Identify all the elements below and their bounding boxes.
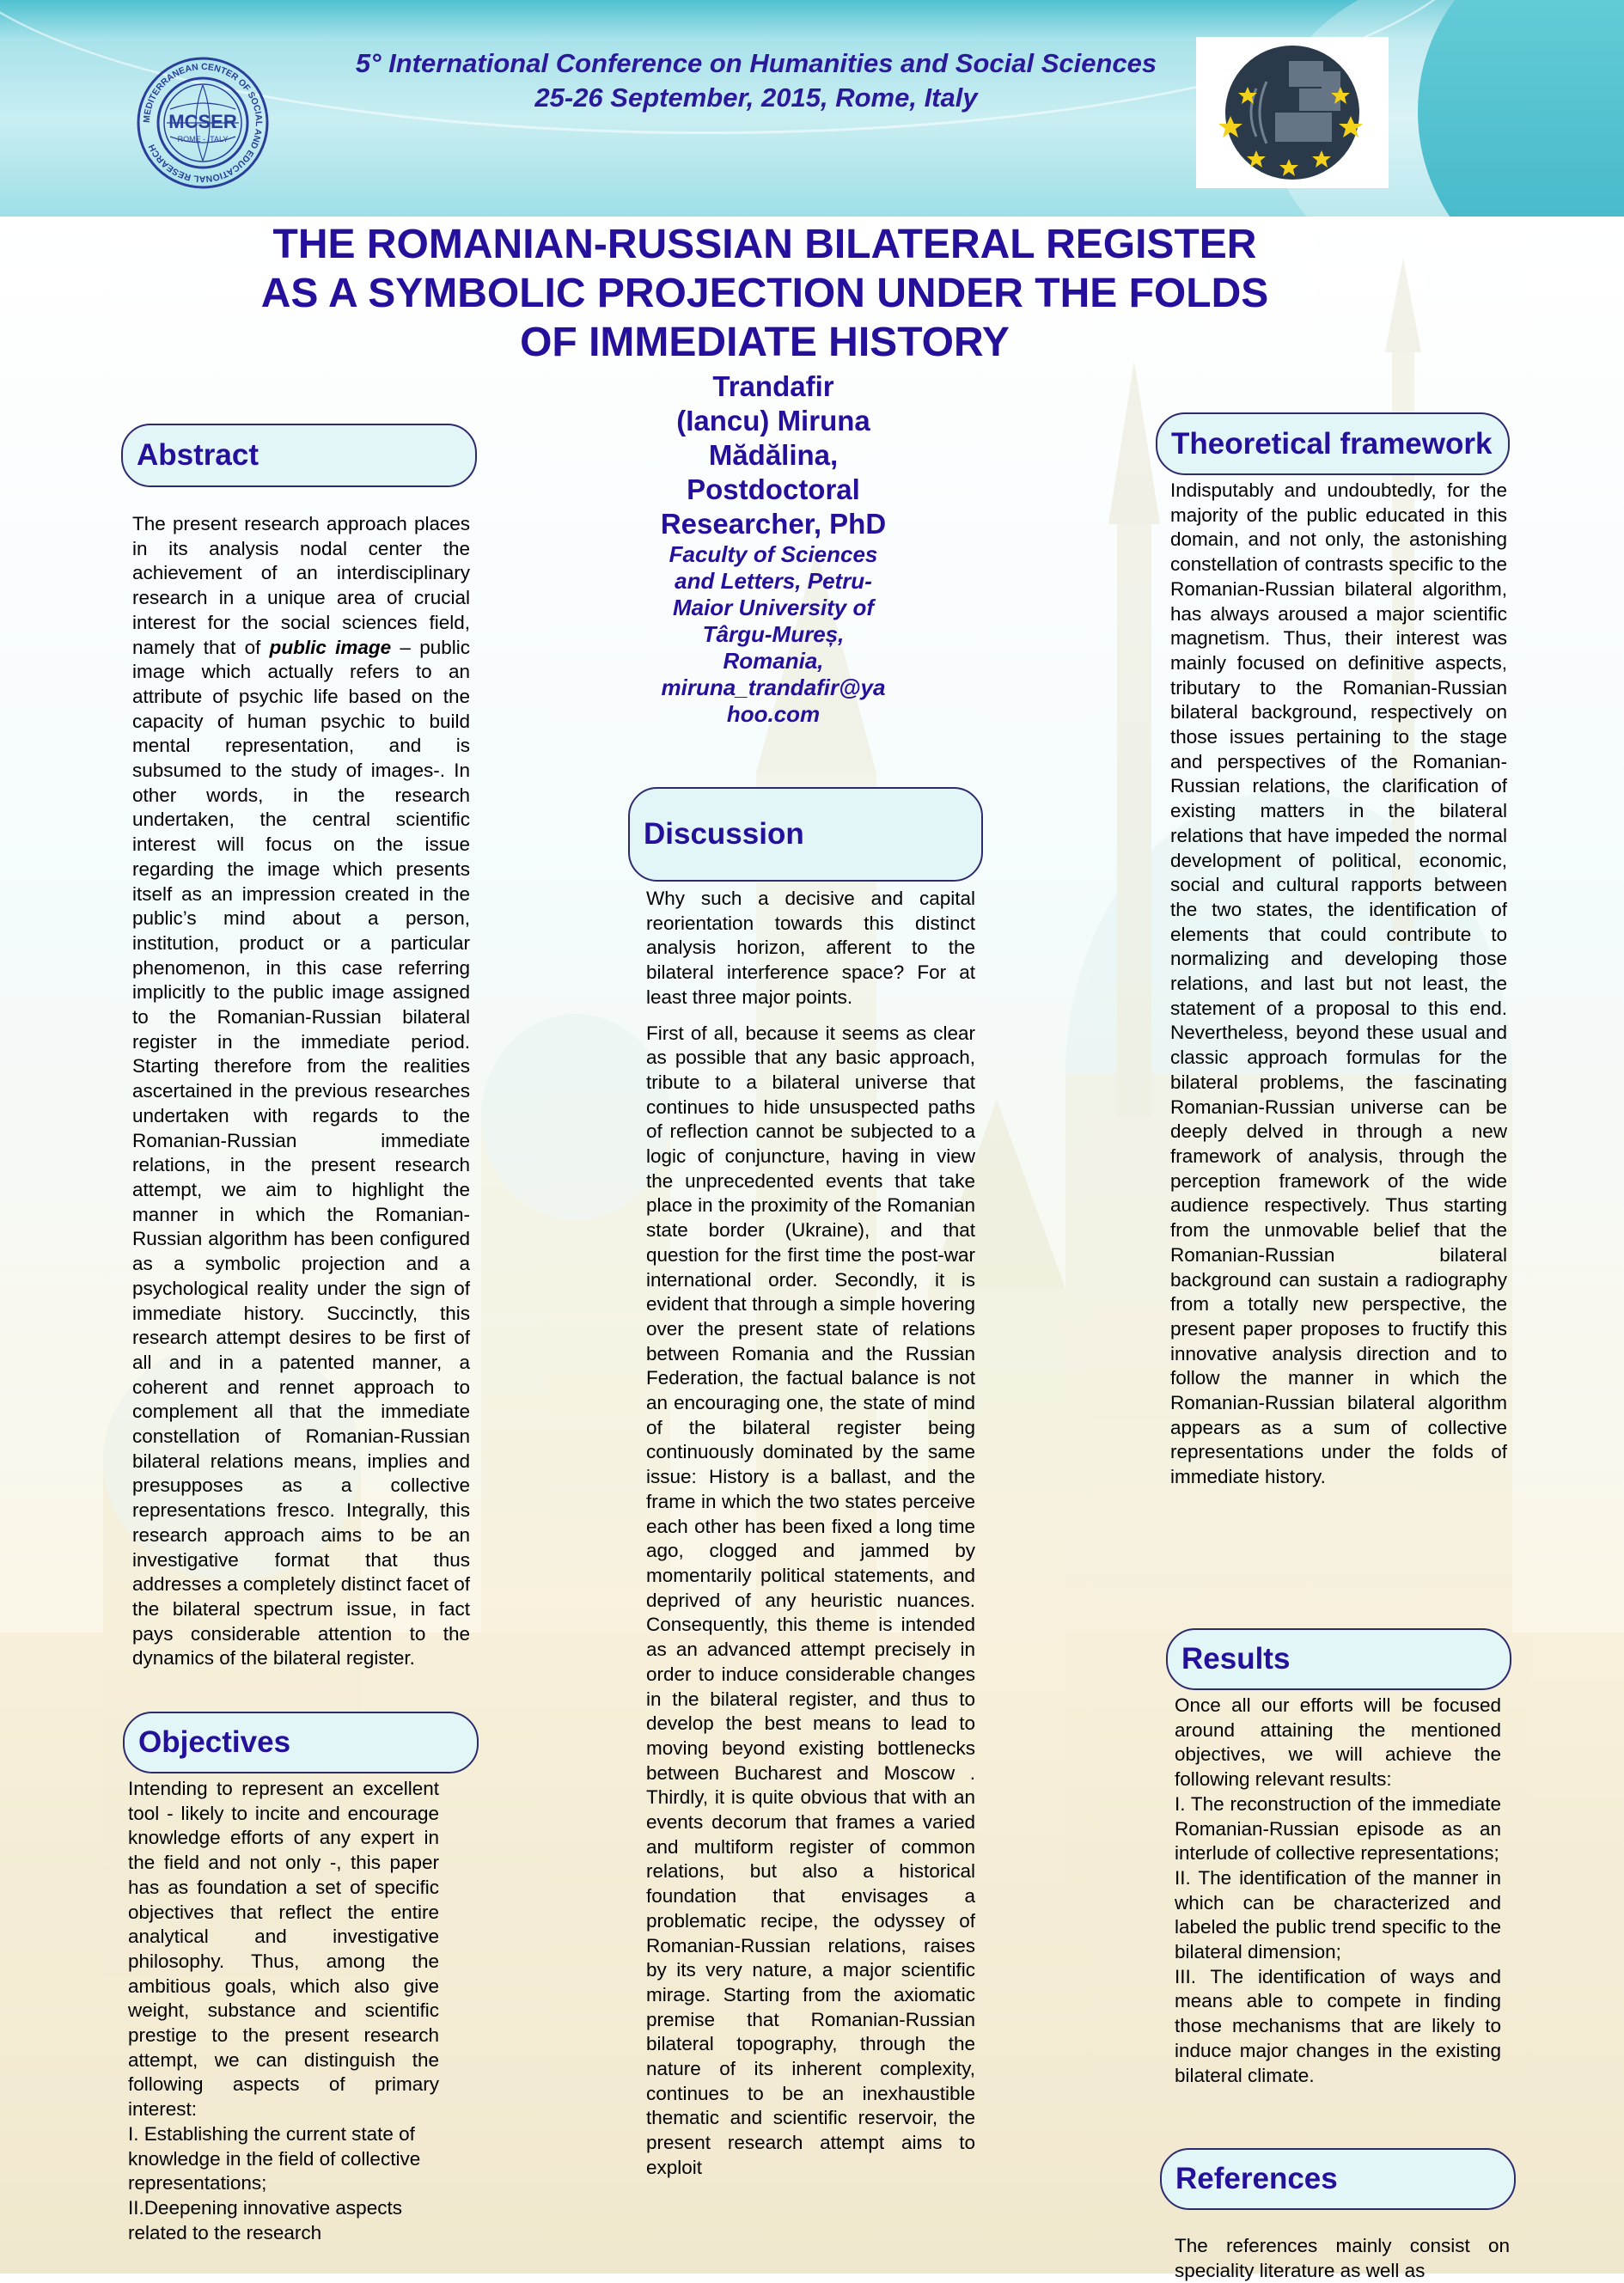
author-email: hoo.com — [726, 701, 821, 727]
logo-ring-text: MEDITERRANEAN CENTER OF SOCIAL AND EDUCATIONAL RESEARCH — [141, 61, 265, 185]
title-line: THE ROMANIAN-RUSSIAN BILATERAL REGISTER — [272, 222, 1257, 267]
title-line: AS A SYMBOLIC PROJECTION UNDER THE FOLDS — [260, 271, 1269, 316]
discussion-paragraph: First of all, because it seems as clear as possible that any basic approach, tribute to a bilateral universe that continues to hide unsuspected paths of reflection cannot be subjected to a logic of conjuncture, having in view the unprecedented events that take place in the proximity of the Romanian state border (Ukraine), and that question for the first time the post-war international order. Secondly, it is evident that through a simple hovering over the present state of relations between Romania and the Russian Federation, the factual balance is not an encouraging one, the state of mind of the bilateral register being continuously dominated by the same issue: History is a ballast, and the frame in which the two states perceive each other has been fixed a long time ago, clogged and jammed by momentarily political statements, and deprived of any heuristic nuances. Consequently, this theme is intended as an advanced attempt precisely in order to induce considerable changes in the bilateral register, and thus to develop the best means to lead to moving beyond existing bottlenecks between Bucharest and Moscow . Thirdly, it is quite obvious that with an events decorum that frames a varied and multiform register of common relations, but also a historical foundation that envisages a problematic recipe, the odyssey of Romanian-Russian relations, raises by its very nature, a major scientific mirage. Starting from the axiomatic premise that Romanian-Russian bilateral topography, through the nature of its inherent complexity, continues to be an inexhaustible thematic and scientific reservoir, the present research attempt aims to exploit — [646, 1022, 975, 2178]
mcser-logo — [136, 56, 270, 190]
references-heading: References — [1160, 2148, 1516, 2210]
logo-left-text: MCSER — [168, 111, 237, 132]
theoretical-framework-text — [1170, 479, 1507, 1490]
europe-logo — [1196, 37, 1389, 188]
objectives-item: II.Deepening innovative aspects related to the research — [128, 2196, 402, 2243]
theoretical-paragraph: Indisputably and undoubtedly, for the majority of the public educated in this domain, and not only, the astonishing constellation of contrasts specific to the Romanian-Russian bilateral algorithm, has always aroused a major scientific magnetism. Thus, their interest was mainly focused on definitive aspects, tributary to the Romanian-Russian bilateral background, respectively on those issues pertaining to the stage and perspectives of the Romanian-Russian relations, the clarification of existing matters in the bilateral relations that have impeded the normal development of political, economic, social and cultural rapports between the two states, the identification of elements that could contribute to normalizing and developing those relations, and last but not least, the statement of a proposal to this end. Nevertheless, beyond these usual and classic approach formulas for the bilateral problems, the fascinating Romanian-Russian universe can be deeply delved in through a new framework of analysis, through the perception framework of the wide audience respectively. Thus starting from the unmovable belief that the Romanian-Russian bilateral background can sustain a radiography from a totally new perspective, the present paper proposes to fructify this innovative analysis direction and to follow the manner in which the Romanian-Russian bilateral algorithm appears as a sum of collective representations under the folds of immediate history. — [1170, 479, 1507, 1488]
theoretical-framework-heading: Theoretical framework — [1156, 412, 1510, 475]
results-item: II. The identification of the manner in which can be characterized and labeled the public trend specific to the bilateral dimension; — [1175, 1866, 1501, 1963]
conference-header — [0, 0, 1624, 217]
results-text — [1175, 1694, 1501, 2088]
references-paragraph: The references mainly consist on speciality literature as well as — [1175, 2235, 1510, 2281]
affiliation-line: Maior University of — [672, 595, 875, 620]
objectives-text — [128, 1777, 439, 2245]
author-line: (Iancu) Miruna — [676, 405, 870, 436]
affiliation-line: Faculty of Sciences — [669, 541, 878, 567]
title-line: OF IMMEDIATE HISTORY — [520, 320, 1010, 365]
discussion-text — [646, 887, 975, 2181]
abstract-emphasis: public image — [269, 636, 392, 658]
abstract-heading: Abstract — [121, 424, 477, 487]
author-line: Trandafir — [712, 370, 834, 402]
abstract-text-part: The present research approach places in its analysis nodal center the achievement of an interdisciplinary research in a unique area of crucial interest for the social sciences field, namely that of — [132, 513, 470, 658]
author-affiliation — [619, 541, 928, 728]
results-intro: Once all our efforts will be focused around attaining the mentioned objectives, we will achieve the following relevant results: — [1175, 1694, 1501, 1791]
author-name — [619, 369, 928, 541]
affiliation-line: Romania, — [723, 648, 824, 674]
objectives-item: I. Establishing the current state of knowledge in the field of collective representations; — [128, 2122, 421, 2194]
author-line: Mădălina, — [708, 439, 839, 471]
results-item: III. The identification of ways and means able to compete in finding those mechanisms that are likely to induce major changes in the existing bilateral climate. — [1175, 1965, 1501, 2086]
affiliation-line: Târgu-Mureș, — [702, 621, 845, 647]
author-line: Postdoctoral — [687, 473, 860, 505]
discussion-heading: Discussion — [628, 787, 983, 882]
objectives-paragraph: Intending to represent an excellent tool - likely to incite and encourage knowledge efforts of any expert in the field and not only -, this paper has as foundation a set of specific objectives that reflect the entire analytical and investigative philosophy. Thus, among the ambitious goals, which also give weight, substance and scientific prestige to the present research attempt, we can distinguish the following aspects of primary interest: — [128, 1778, 439, 2121]
conference-dates: 25-26 September, 2015, Rome, Italy — [534, 82, 978, 113]
author-line: Researcher, PhD — [660, 508, 887, 540]
header-decor-arc — [1418, 0, 1624, 217]
abstract-text — [132, 512, 470, 1671]
objectives-heading: Objectives — [123, 1712, 479, 1773]
references-text — [1175, 2234, 1510, 2283]
affiliation-line: and Letters, Petru- — [675, 568, 872, 594]
abstract-text-part: – public image which actually refers to an attribute of psychic life based on the capacity of human psychic to build mental representation, and is subsumed to the study of images-. In other words, in the research undertaken, the central scientific interest will focus on the issue regarding the image which presents itself as an impression created in the public’s mind about a person, institution, product or a particular phenomenon, in this case referring implicitly to the public image assigned to the Romanian-Russian bilateral register in the immediate period. Starting therefore from the realities ascertained in the previous researches undertaken with regards to the Romanian-Russian immediate relations, in the present research attempt, we aim to highlight the manner in which the Romanian-Russian algorithm has been configured as a symbolic projection and a psychological reality under the sign of immediate history. Succinctly, this research attempt desires to be first of all and in a patented manner, a coherent and rennet approach to complement all that the immediate constellation of Romanian-Russian bilateral relations means, implies and presupposes as a collective representations fresco. Integrally, this research approach aims to be an investigative format that thus addresses a completely distinct facet of the bilateral spectrum issue, in fact pays considerable attention to the dynamics of the bilateral register. — [132, 636, 470, 1670]
results-heading: Results — [1166, 1628, 1511, 1690]
logo-left-subtext: ROME - ITALY — [177, 135, 229, 143]
author-email: miruna_trandafir@ya — [661, 675, 886, 700]
discussion-paragraph: Why such a decisive and capital reorientation towards this distinct analysis horizon, afferent to the bilateral interference space? For at least three major points. — [646, 888, 975, 1008]
poster-title — [120, 220, 1409, 367]
conference-name: 5° International Conference on Humanities and Social Sciences — [355, 48, 1157, 78]
results-item: I. The reconstruction of the immediate Romanian-Russian episode as an interlude of collective representations; — [1175, 1792, 1501, 1865]
